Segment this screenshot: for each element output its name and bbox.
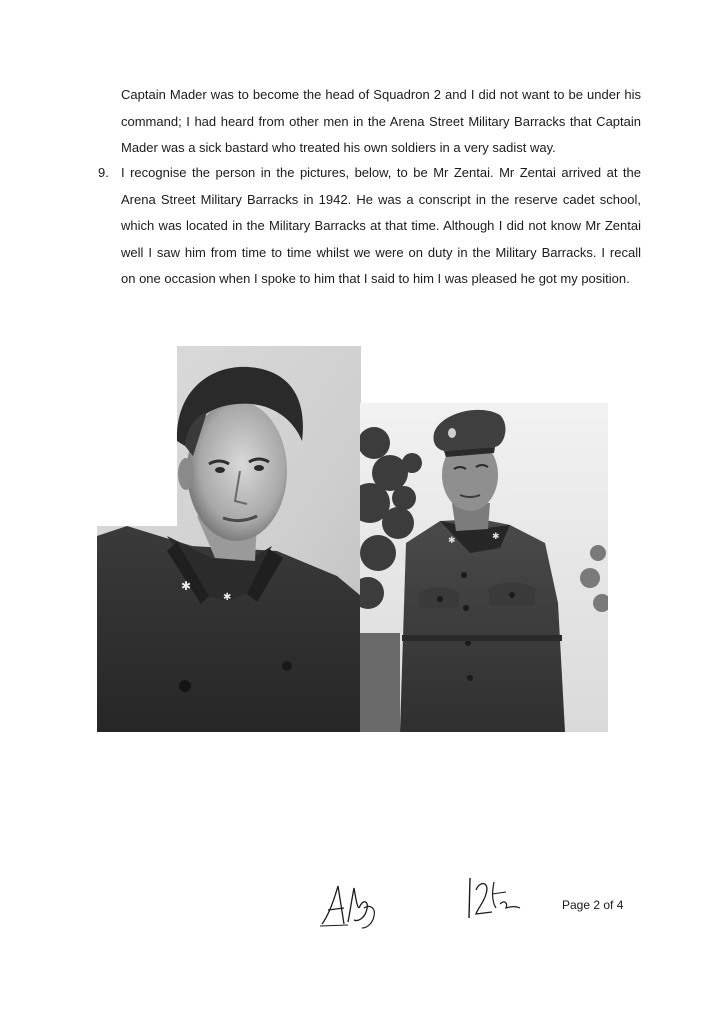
svg-text:✱: ✱ <box>448 536 456 546</box>
paragraph-line: command; I had heard from other men in the Arena Street Military Barracks that Captain <box>121 113 641 129</box>
paragraph-line: Arena Street Military Barracks in 1942. He was a conscript in the reserve cadet school, <box>121 191 641 207</box>
paragraph-line: well I saw him from time to time whilst we were on duty in the Military Barracks. I recall <box>121 244 641 260</box>
signature-initials-1 <box>318 878 388 930</box>
page-number: Page 2 of 4 <box>562 898 624 912</box>
paragraph-line: which was located in the Military Barracks at that time. Although I did not know Mr Zentai <box>121 218 641 233</box>
paragraph-body <box>121 160 641 293</box>
portrait-photo-left <box>97 346 361 732</box>
paragraph-number: 9. <box>98 165 109 180</box>
paragraph-line: on one occasion when I spoke to him that I said to him I was pleased he got my position. <box>121 271 630 286</box>
paragraph-line: Mader was a sick bastard who treated his own soldiers in a very sadist way. <box>121 140 556 155</box>
svg-text:✱: ✱ <box>181 579 192 593</box>
svg-text:✱: ✱ <box>492 532 500 542</box>
signature-initials-2 <box>462 872 524 922</box>
svg-text:✱: ✱ <box>223 592 232 603</box>
paragraph-continued <box>121 82 641 162</box>
portrait-photo-right <box>360 403 608 732</box>
paragraph-line: I recognise the person in the pictures, below, to be Mr Zentai. Mr Zentai arrived at the <box>121 165 641 180</box>
paragraph-line: Captain Mader was to become the head of Squadron 2 and I did not want to be under his <box>121 87 641 102</box>
